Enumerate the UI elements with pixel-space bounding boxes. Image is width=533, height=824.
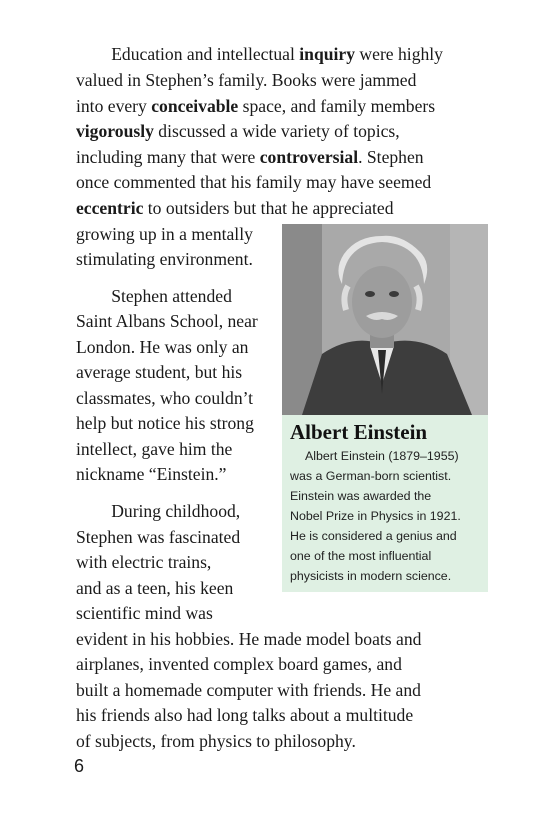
sidebar-text-line: Albert Einstein (1879–1955) [305, 449, 459, 463]
text-line: growing up in a mentally [76, 224, 253, 244]
vocabulary-word: eccentric [76, 198, 144, 218]
text-line: average student, but his [76, 362, 243, 382]
sidebar-text-line: He is considered a genius and [290, 529, 457, 543]
text-line: Saint Albans School, near [76, 311, 258, 331]
text-line: once commented that his family may have seemed [76, 172, 432, 192]
page-number: 6 [74, 756, 85, 776]
vocabulary-word: inquiry [299, 44, 356, 64]
text-line: valued in Stephen’s family. Books were jammed [76, 70, 417, 90]
text-line: scientific mind was [76, 603, 213, 623]
text-line: Stephen was fascinated [76, 527, 241, 547]
sidebar-text-line: physicists in modern science. [290, 569, 452, 583]
text-line: of subjects, from physics to philosophy. [76, 731, 356, 751]
text-line: airplanes, invented complex board games, and [76, 654, 402, 674]
vocabulary-word: conceivable [151, 96, 239, 116]
vocabulary-word: vigorously [76, 121, 154, 141]
text-line: nickname “Einstein.” [76, 464, 227, 484]
text-line: his friends also had long talks about a multitude [76, 705, 414, 725]
text-line: built a homemade computer with friends. He and [76, 680, 421, 700]
text-line: help but notice his strong [76, 413, 254, 433]
text-line: evident in his hobbies. He made model boats and [76, 629, 422, 649]
portrait-illustration [282, 224, 488, 415]
text-line: During childhood, [76, 501, 241, 521]
einstein-sidebar [282, 224, 488, 592]
text-line: classmates, who couldn’t [76, 388, 254, 408]
sidebar-text-line: Einstein was awarded the [290, 489, 432, 503]
text-line: including many that were controversial. Stephen [76, 147, 424, 167]
vocabulary-word: controversial [259, 147, 359, 167]
text-line: and as a teen, his keen [76, 578, 234, 598]
sidebar-text-line: one of the most influential [290, 549, 432, 563]
text-line: into every conceivable space, and family members [76, 96, 436, 116]
text-line: intellect, gave him the [76, 439, 233, 459]
sidebar-text-line: was a German-born scientist. [290, 469, 452, 483]
text-line: with electric trains, [76, 552, 212, 572]
einstein-photo [282, 224, 488, 415]
sidebar-title: Albert Einstein [290, 420, 428, 444]
text-line: vigorously discussed a wide variety of topics, [76, 121, 400, 141]
text-line: stimulating environment. [76, 249, 253, 269]
sidebar-text-line: Nobel Prize in Physics in 1921. [290, 509, 461, 523]
text-line: Education and intellectual inquiry were highly [76, 44, 443, 64]
text-line: London. He was only an [76, 337, 249, 357]
text-line: eccentric to outsiders but that he appreciated [76, 198, 394, 218]
text-line: Stephen attended [76, 286, 232, 306]
